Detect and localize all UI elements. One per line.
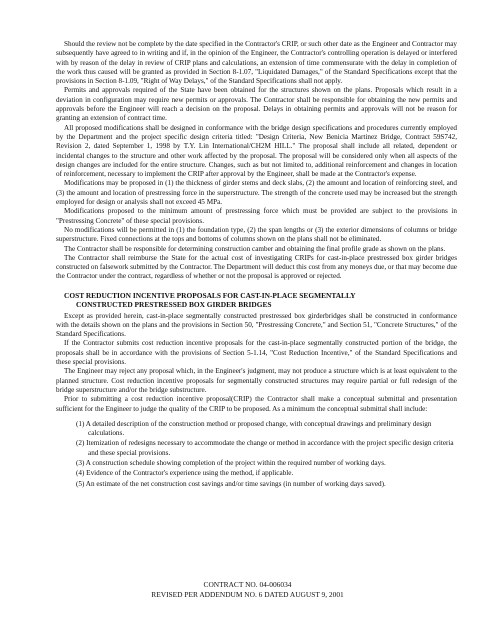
paragraph: If the Contractor submits cost reduction incentive proposals for the cast-in-place segmentally constructed portion of the bridge, the proposals shall be in accordance with the provisions of Section 5-1.14, "Cost Reduction Incentive," of the Standard Specifications and these special provisions. xyxy=(56,339,457,367)
list-item: (3) A construction schedule showing completion of the project within the required number of working days. xyxy=(76,458,386,467)
paragraph: The Contractor shall be responsible for determining construction camber and obtaining the final profile grade as shown on the plans. xyxy=(64,244,446,253)
section-heading-line2: CONSTRUCTED PRESTRESSED BOX GIRDER BRIDGES xyxy=(76,300,272,310)
paragraph: All proposed modifications shall be designed in conformance with the bridge design specifications and procedures currently employed by the Department and the project specific design criteria titled: "Design Criteria, New Benicia Martinez Bridge, Contract 59S742, Revision 2, dated September 1, 1998 by T.Y. Lin International/CH2M HILL." The proposal shall include all related, dependent or incidental changes to the structure and other work affected by the proposal. The proposal will be considered only when all aspects of the design changes are included for the entire structure. Changes, such as but not limited to, additional reinforcement and changes in location of reinforcement, necessary to implement the CRIP after approval by the Engineer, shall be made at the Contractor's expense. xyxy=(56,123,457,179)
contract-number: CONTRACT NO. 04-006034 xyxy=(203,580,292,589)
list-item: (4) Evidence of the Contractor's experience using the method, if applicable. xyxy=(76,469,294,478)
list-item: (5) An estimate of the net construction cost savings and/or time savings (in number of working days saved). xyxy=(76,479,386,488)
revision-note: REVISED PER ADDENDUM NO. 6 DATED AUGUST 9, 2001 xyxy=(151,589,344,599)
section-heading-line1: COST REDUCTION INCENTIVE PROPOSALS FOR CAST-IN-PLACE SEGMENTALLY xyxy=(64,290,356,300)
section-heading xyxy=(56,291,457,310)
submittal-requirements-list xyxy=(76,420,457,489)
list-item: (1) A detailed description of the construction method or proposed change, with conceptual drawings and preliminary design calculations. xyxy=(76,419,432,438)
list-item: (2) Itemization of redesigns necessary to accommodate the change or method in accordance with the project specific design criteria and these special provisions. xyxy=(76,439,454,457)
paragraph: Prior to submitting a cost reduction incentive proposal(CRIP) the Contractor shall make a conceptual submittal and presentation sufficient for the Engineer to judge the quality of the CRIP to be proposed. As a minimum the conceptual submittal shall include: xyxy=(56,395,457,413)
paragraph: Modifications may be proposed in (1) the thickness of girder stems and deck slabs, (2) the amount and location of reinforcing steel, and (3) the amount and location of prestressing force in the superstructure. The strength of the concrete used may be increased but the strength employed for design or analysis shall not exceed 45 MPa. xyxy=(56,179,457,207)
body-text-bottom xyxy=(56,312,457,414)
paragraph: Except as provided herein, cast-in-place segmentally constructed prestressed box girderbridges shall be constructed in conformance with the details shown on the plans and the provisions in Section 50, "Prestressing Concrete," and Section 51, "Concrete Structures," of the Standard Specifications. xyxy=(56,311,457,339)
paragraph: Modifications proposed to the minimum amount of prestressing force which must be provided are subject to the provisions in "Prestressing Concrete" of these special provisions. xyxy=(56,207,457,225)
paragraph: Should the review not be complete by the date specified in the Contractor's CRIP, or such other date as the Engineer and Contractor may subsequently have agreed to in writing and if, in the opinion of the Engineer, the Contractor's controlling operation is delayed or interfered with by reason of the delay in review of CRIP plans and calculations, an extension of time commensurate with the delay in completion of the work thus caused will be granted as provided in Section 8-1.07, "Liquidated Damages," of the Standard Specifications except that the provisions in Section 8-1.09, "Right of Way Delays," of the Standard Specifications shall not apply. xyxy=(56,40,457,86)
page-footer xyxy=(0,580,495,599)
paragraph: The Engineer may reject any proposal which, in the Engineer's judgment, may not produce a structure which is at least equivalent to the planned structure. Cost reduction incentive proposals for segmentally constructed structures may require partial or full redesign of the bridge superstructure and/or the bridge substructure. xyxy=(56,367,457,394)
paragraph: No modifications will be permitted in (1) the foundation type, (2) the span lengths or (3) the exterior dimensions of columns or bridge superstructure. Fixed connections at the tops and bottoms of columns shown on the plans shall not be eliminated. xyxy=(56,225,457,244)
paragraph: Permits and approvals required of the State have been obtained for the structures shown on the plans. Proposals which result in a deviation in configuration may require new permits or approvals. The Contractor shall be responsible for obtaining the new permits and approvals before the Engineer will reach a decision on the proposal. Delays in obtaining permits and approvals will not be reason for granting an extension of contract time. xyxy=(56,86,457,123)
body-text-top xyxy=(56,40,457,282)
paragraph: The Contractor shall reimburse the State for the actual cost of investigating CRIPs for cast-in-place prestressed box girder bridges constructed on falsework submitted by the Contractor. The Department will deduct this cost from any moneys due, or that may become due the Contractor under the contract, regardless of whether or not the proposal is approved or rejected. xyxy=(56,253,457,281)
